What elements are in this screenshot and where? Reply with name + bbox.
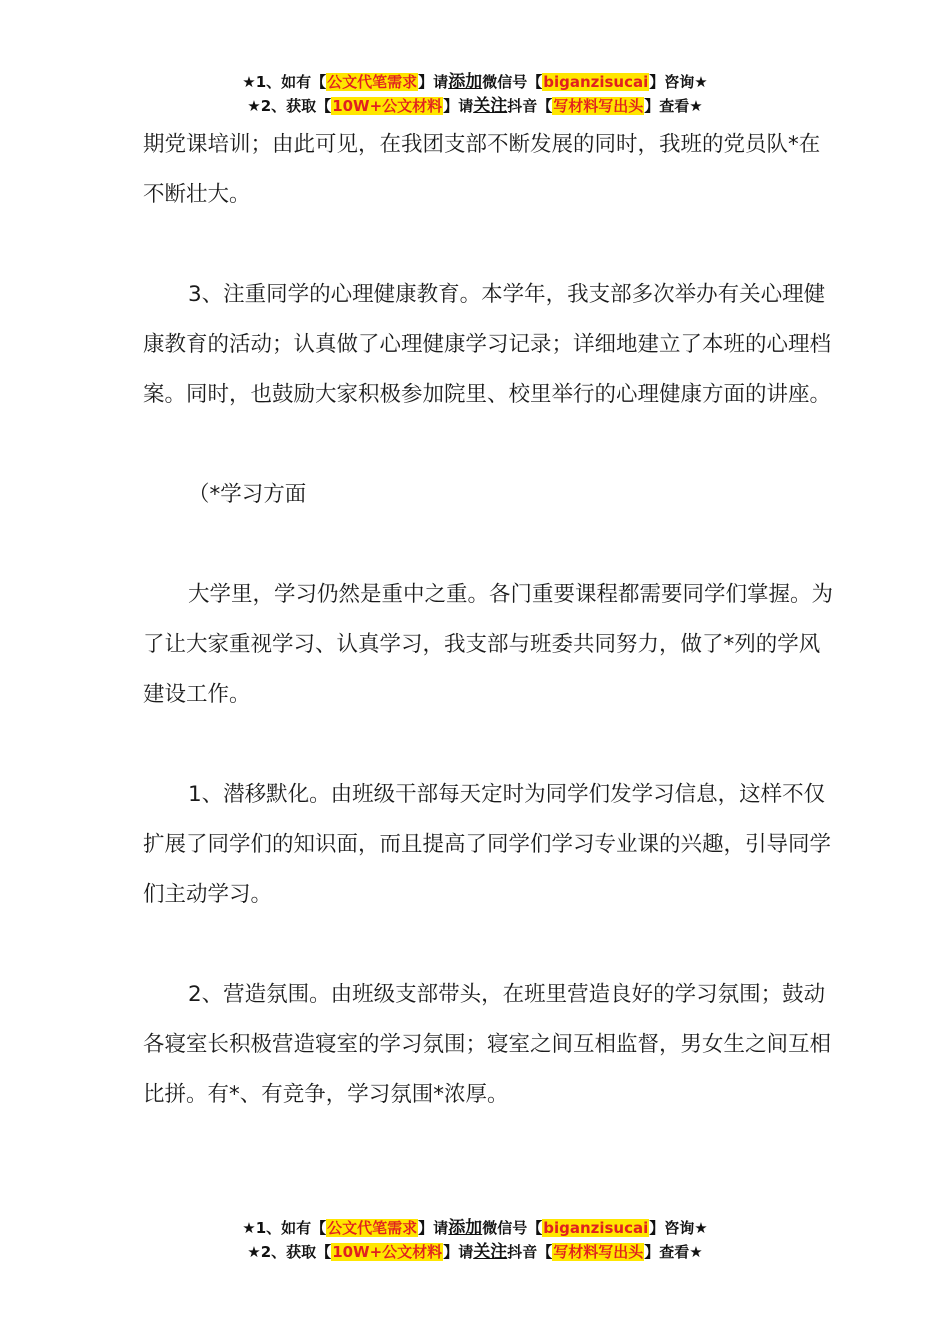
banner-text: ★2、获取【	[247, 97, 332, 115]
banner-line-1	[0, 70, 950, 94]
paragraph: 期党课培训；由此可见，在我团支部不断发展的同时，我班的党员队*在不断壮大。	[143, 132, 821, 207]
banner-text: 】请	[443, 1243, 474, 1261]
footer-banner	[0, 1216, 950, 1264]
highlight-text: 写材料写出头	[553, 1243, 644, 1261]
banner-text: 抖音【	[507, 1243, 553, 1261]
paragraph: 3、注重同学的心理健康教育。本学年，我支部多次举办有关心理健康教育的活动；认真做了心理健康学习记录；详细地建立了本班的心理档案。同时，也鼓励大家积极参加院里、校里举行的心理健康方面的讲座。	[143, 282, 832, 407]
underlined-text: 关注	[473, 1242, 508, 1262]
paragraph-gap	[143, 720, 833, 770]
underlined-text: 添加	[448, 1218, 483, 1238]
banner-text: 抖音【	[507, 97, 553, 115]
highlight-text: 10W+公文材料	[332, 1243, 443, 1261]
banner-text: 微信号【	[482, 1219, 543, 1237]
highlight-text: 公文代笔需求	[327, 73, 418, 91]
banner-text: 】请	[443, 97, 474, 115]
banner-line-2	[0, 1240, 950, 1264]
document-body	[143, 120, 833, 1120]
highlight-text: 10W+公文材料	[332, 97, 443, 115]
banner-text: 】咨询★	[649, 73, 708, 91]
paragraph-gap	[143, 220, 833, 270]
paragraph: 2、营造氛围。由班级支部带头，在班里营造良好的学习氛围；鼓动各寝室长积极营造寝室的学习氛围；寝室之间互相监督，男女生之间互相比拼。有*、有竞争，学习氛围*浓厚。	[143, 982, 832, 1107]
underlined-text: 添加	[448, 72, 483, 92]
header-banner	[0, 70, 950, 118]
paragraph-gap	[143, 920, 833, 970]
paragraph-gap	[143, 520, 833, 570]
highlight-text: 写材料写出头	[553, 97, 644, 115]
banner-text: 】查看★	[644, 97, 703, 115]
banner-text: 】请	[418, 1219, 449, 1237]
paragraph-gap	[143, 420, 833, 470]
highlight-text: biganzisucai	[543, 73, 649, 91]
banner-line-1	[0, 1216, 950, 1240]
banner-text: ★1、如有【	[242, 73, 327, 91]
banner-text: 】请	[418, 73, 449, 91]
section-heading: （*学习方面	[188, 482, 307, 507]
paragraph: 大学里，学习仍然是重中之重。各门重要课程都需要同学们掌握。为了让大家重视学习、认真学习，我支部与班委共同努力，做了*列的学风建设工作。	[143, 582, 834, 707]
banner-text: ★2、获取【	[247, 1243, 332, 1261]
highlight-text: biganzisucai	[543, 1219, 649, 1237]
banner-text: 】查看★	[644, 1243, 703, 1261]
highlight-text: 公文代笔需求	[327, 1219, 418, 1237]
banner-line-2	[0, 94, 950, 118]
banner-text: 】咨询★	[649, 1219, 708, 1237]
paragraph: 1、潜移默化。由班级干部每天定时为同学们发学习信息，这样不仅扩展了同学们的知识面，而且提高了同学们学习专业课的兴趣，引导同学们主动学习。	[143, 782, 832, 907]
banner-text: ★1、如有【	[242, 1219, 327, 1237]
banner-text: 微信号【	[482, 73, 543, 91]
underlined-text: 关注	[473, 96, 508, 116]
